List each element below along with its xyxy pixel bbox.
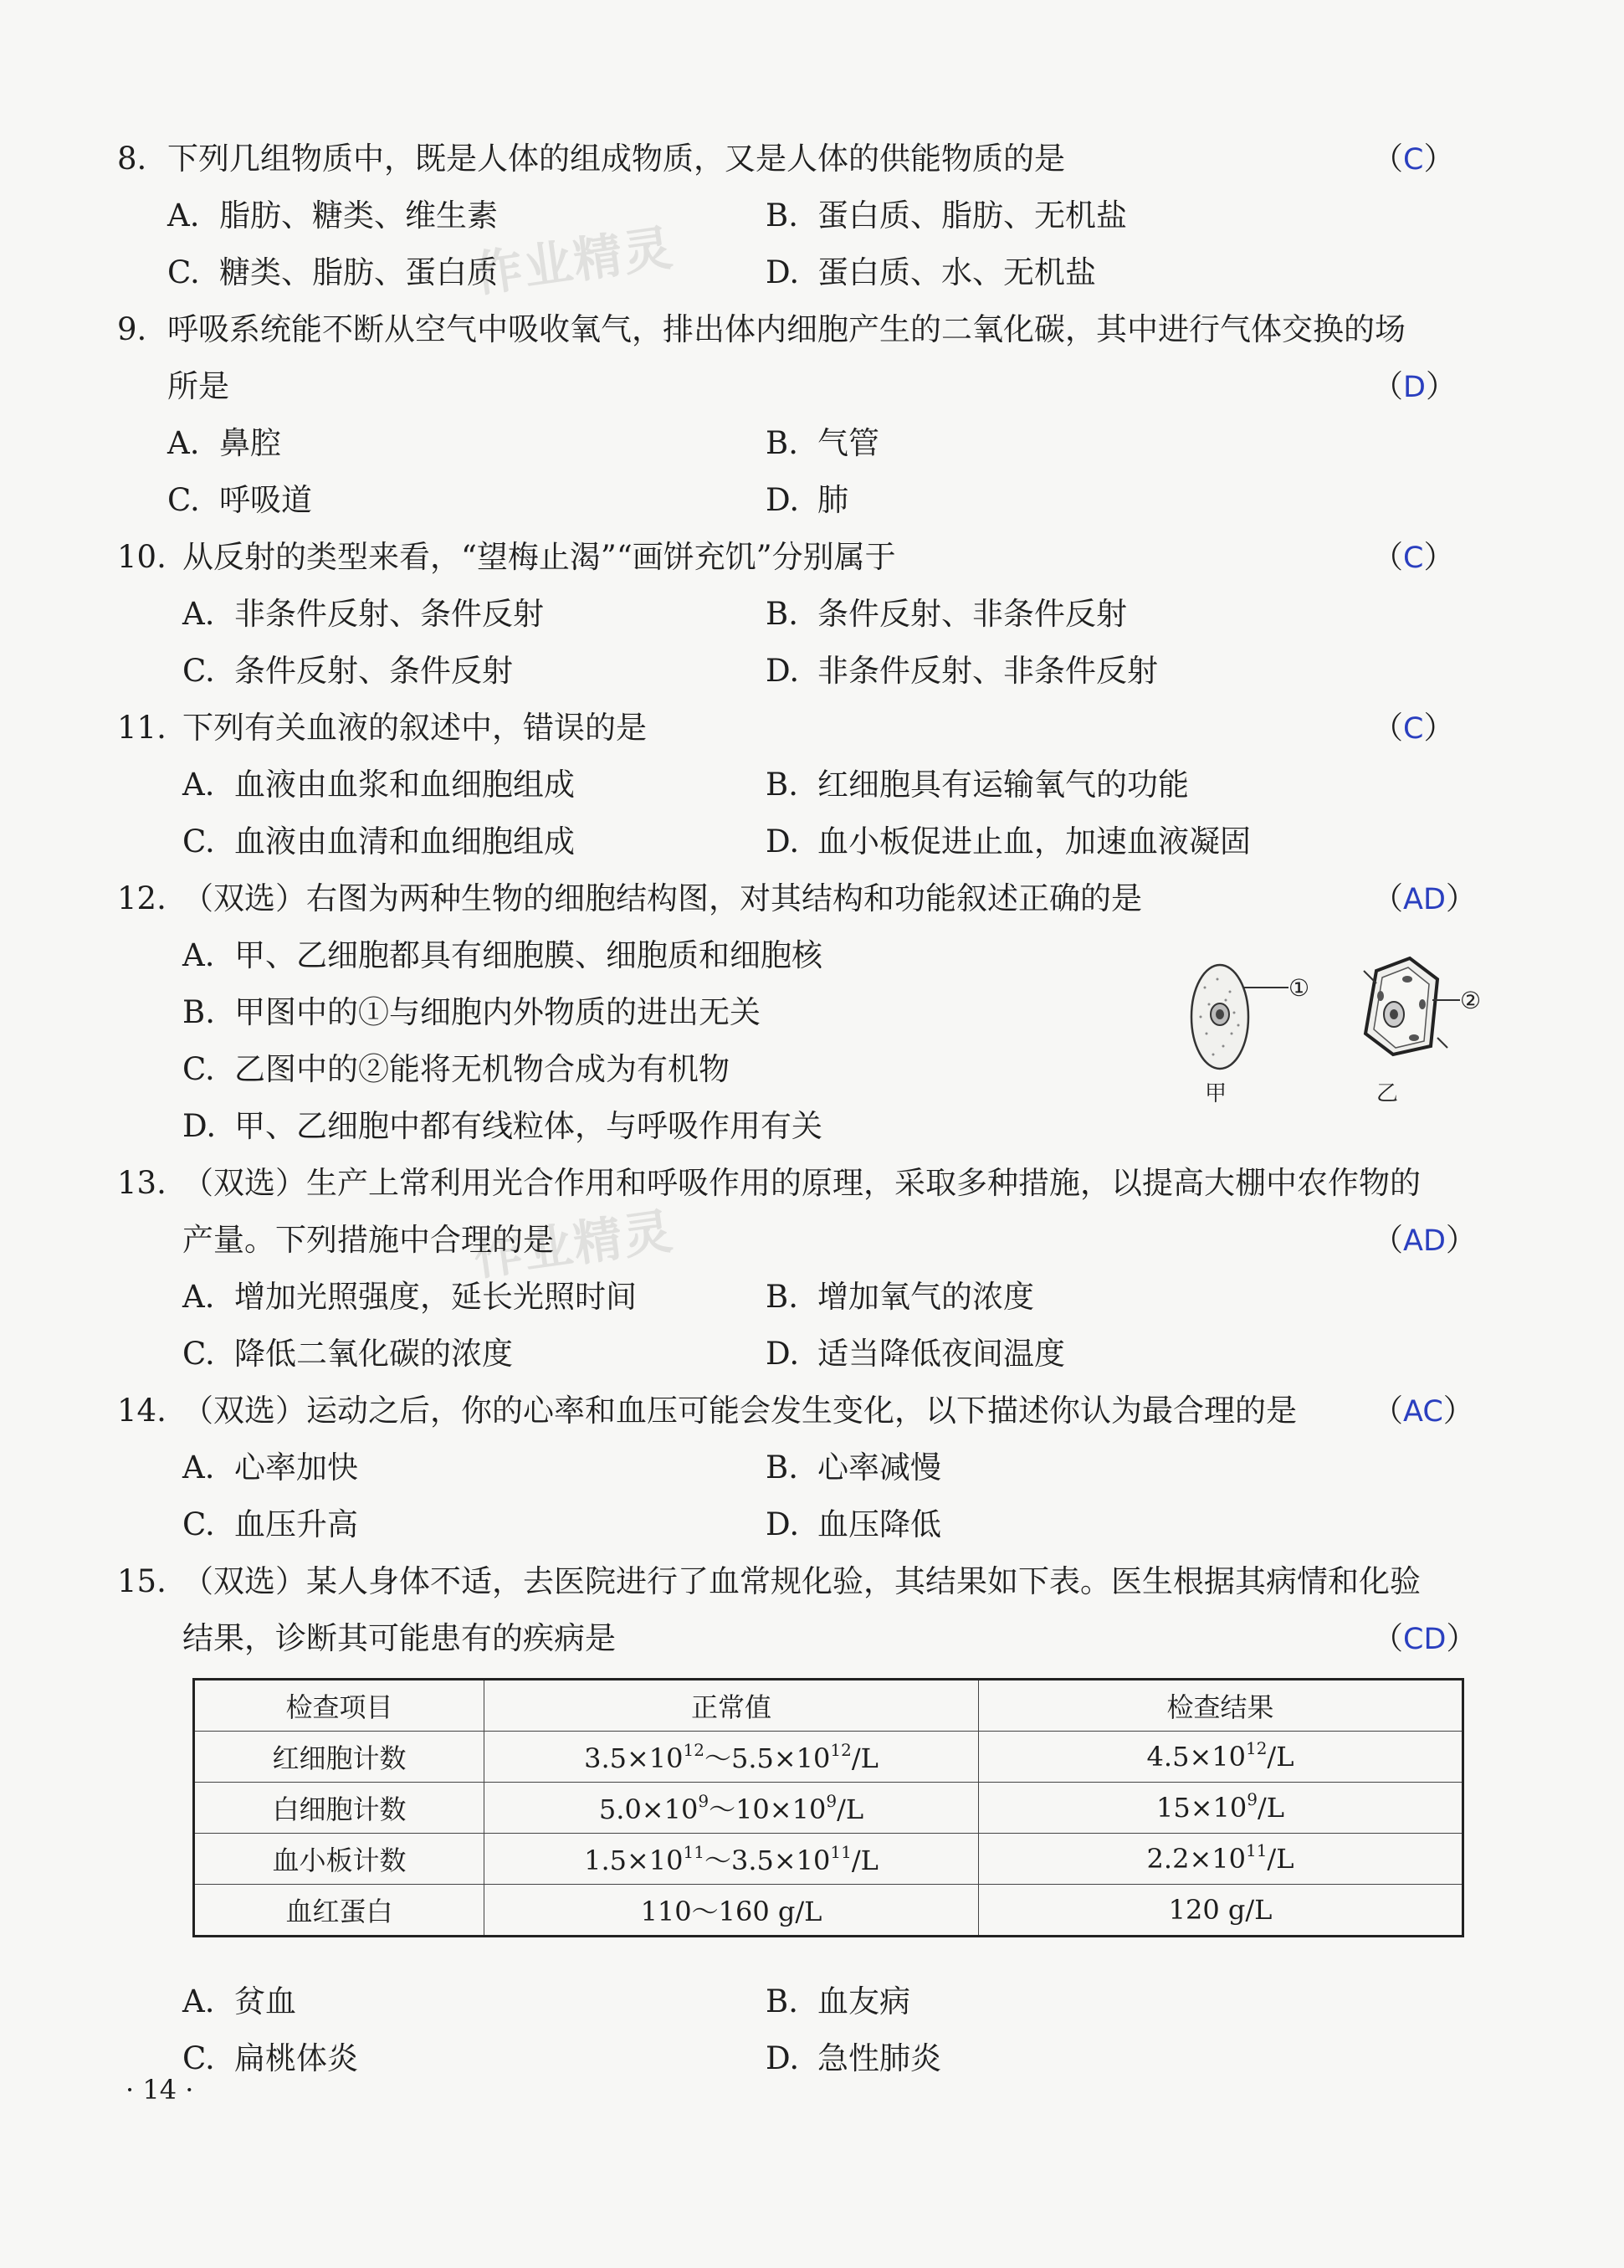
question-number: 12. bbox=[117, 880, 166, 916]
answer-box: （AD） bbox=[1372, 880, 1477, 916]
option: B. 气管 bbox=[766, 425, 879, 461]
question-stem: 从反射的类型来看，“望梅止渴”“画饼充饥”分别属于 bbox=[182, 539, 896, 575]
table-cell-item: 血小板计数 bbox=[194, 1834, 484, 1885]
question-stem: 所是 bbox=[167, 368, 229, 404]
option: D. 急性肺炎 bbox=[766, 2040, 941, 2076]
answer-box: （CD） bbox=[1372, 1620, 1478, 1656]
mark-2: ② bbox=[1460, 987, 1482, 1014]
watermark: 作业精灵 bbox=[470, 218, 678, 304]
answer-value: CD bbox=[1403, 1623, 1447, 1656]
option: B. 增加氧气的浓度 bbox=[766, 1279, 1034, 1315]
answer-box: （AC） bbox=[1372, 1393, 1474, 1429]
option: C. 乙图中的②能将无机物合成为有机物 bbox=[182, 1051, 730, 1087]
table-cell-item: 红细胞计数 bbox=[194, 1732, 484, 1783]
mark-1: ① bbox=[1288, 974, 1310, 1002]
option: B. 心率减慢 bbox=[766, 1450, 941, 1485]
question-number: 13. bbox=[117, 1165, 166, 1201]
option: A. 血液由血浆和血细胞组成 bbox=[182, 767, 575, 803]
table-cell-normal: $5.0\times 10^9\sim 10\times 10^9/L$ bbox=[484, 1783, 979, 1834]
option: B. 条件反射、非条件反射 bbox=[766, 596, 1127, 632]
option: A. 贫血 bbox=[182, 1983, 296, 2019]
plant-cell-yi bbox=[1364, 958, 1460, 1054]
answer-box: （D） bbox=[1372, 368, 1457, 404]
option: A. 脂肪、糖类、维生素 bbox=[167, 198, 498, 233]
table-header-row bbox=[194, 1680, 1463, 1732]
animal-cell-jia bbox=[1191, 965, 1288, 1069]
table-cell-result: 120 g/L bbox=[979, 1885, 1463, 1937]
question-stem: 下列几组物质中，既是人体的组成物质，又是人体的供能物质的是 bbox=[167, 141, 1065, 177]
question-number: 10. bbox=[117, 539, 166, 575]
option: C. 条件反射、条件反射 bbox=[182, 653, 513, 689]
table-header: 检查结果 bbox=[979, 1680, 1463, 1732]
option: B. 甲图中的①与细胞内外物质的进出无关 bbox=[182, 994, 761, 1030]
option: C. 血液由血清和血细胞组成 bbox=[182, 824, 575, 859]
question-number: 11. bbox=[117, 710, 166, 746]
option: D. 血小板促进止血，加速血液凝固 bbox=[766, 824, 1251, 859]
answer-box: （C） bbox=[1372, 141, 1455, 177]
option: B. 红细胞具有运输氧气的功能 bbox=[766, 767, 1189, 803]
option: C. 糖类、脂肪、蛋白质 bbox=[167, 254, 498, 290]
table-cell-normal: $1.5\times 10^{11}\sim 3.5\times 10^{11}/L$ bbox=[484, 1834, 979, 1885]
option: D. 适当降低夜间温度 bbox=[766, 1336, 1065, 1372]
table-cell-result: $15\times 10^9/L$ bbox=[979, 1783, 1463, 1834]
blood-test-table bbox=[192, 1678, 1464, 1937]
option: A. 心率加快 bbox=[182, 1450, 358, 1485]
page-number: · 14 · bbox=[126, 2074, 194, 2106]
table-cell-item: 白细胞计数 bbox=[194, 1783, 484, 1834]
answer-value: AD bbox=[1403, 1224, 1446, 1258]
question-number: 9. bbox=[117, 311, 147, 347]
answer-value: AD bbox=[1403, 883, 1446, 916]
label-jia: 甲 bbox=[1205, 1081, 1227, 1106]
table-cell-item: 血红蛋白 bbox=[194, 1885, 484, 1937]
table-cell-normal: $3.5\times 10^{12}\sim 5.5\times 10^{12}/L$ bbox=[484, 1732, 979, 1783]
option: C. 扁桃体炎 bbox=[182, 2040, 358, 2076]
table-cell-result: $2.2\times 10^{11}/L$ bbox=[979, 1834, 1463, 1885]
question-stem: （双选）运动之后，你的心率和血压可能会发生变化，以下描述你认为最合理的是 bbox=[182, 1393, 1297, 1429]
option: B. 血友病 bbox=[766, 1983, 910, 2019]
answer-value: D bbox=[1403, 371, 1426, 404]
answer-value: C bbox=[1403, 541, 1424, 575]
question-stem: 呼吸系统能不断从空气中吸收氧气，排出体内细胞产生的二氧化碳，其中进行气体交换的场 bbox=[167, 311, 1406, 347]
question-stem: （双选）右图为两种生物的细胞结构图，对其结构和功能叙述正确的是 bbox=[182, 880, 1142, 916]
answer-value: C bbox=[1403, 712, 1424, 746]
question-stem: （双选）生产上常利用光合作用和呼吸作用的原理，采取多种措施，以提高大棚中农作物的 bbox=[182, 1165, 1421, 1201]
option: A. 增加光照强度，延长光照时间 bbox=[182, 1279, 637, 1315]
option: B. 蛋白质、脂肪、无机盐 bbox=[766, 198, 1127, 233]
cell-diagram bbox=[1171, 954, 1498, 1113]
option: A. 非条件反射、条件反射 bbox=[182, 596, 544, 632]
option: C. 降低二氧化碳的浓度 bbox=[182, 1336, 513, 1372]
answer-box: （AD） bbox=[1372, 1222, 1477, 1258]
option: D. 甲、乙细胞中都有线粒体，与呼吸作用有关 bbox=[182, 1108, 822, 1144]
option: C. 呼吸道 bbox=[167, 482, 312, 518]
question-number: 15. bbox=[117, 1563, 166, 1599]
option: D. 血压降低 bbox=[766, 1506, 941, 1542]
table-row bbox=[194, 1732, 1463, 1783]
option: D. 肺 bbox=[766, 482, 848, 518]
table-row bbox=[194, 1834, 1463, 1885]
table-row bbox=[194, 1885, 1463, 1937]
table-cell-normal: 110～160 g/L bbox=[484, 1885, 979, 1937]
option: C. 血压升高 bbox=[182, 1506, 358, 1542]
option: A. 鼻腔 bbox=[167, 425, 281, 461]
question-number: 8. bbox=[117, 141, 147, 177]
table-row bbox=[194, 1783, 1463, 1834]
table-cell-result: $4.5\times 10^{12}/L$ bbox=[979, 1732, 1463, 1783]
answer-box: （C） bbox=[1372, 710, 1455, 746]
question-stem: 下列有关血液的叙述中，错误的是 bbox=[182, 710, 647, 746]
question-stem: 结果，诊断其可能患有的疾病是 bbox=[182, 1620, 616, 1656]
option: D. 蛋白质、水、无机盐 bbox=[766, 254, 1096, 290]
answer-box: （C） bbox=[1372, 539, 1455, 575]
option: D. 非条件反射、非条件反射 bbox=[766, 653, 1158, 689]
question-stem: （双选）某人身体不适，去医院进行了血常规化验，其结果如下表。医生根据其病情和化验 bbox=[182, 1563, 1421, 1599]
answer-value: AC bbox=[1403, 1395, 1443, 1429]
label-yi: 乙 bbox=[1376, 1081, 1399, 1106]
table-header: 正常值 bbox=[484, 1680, 979, 1732]
answer-value: C bbox=[1403, 143, 1424, 177]
option: A. 甲、乙细胞都具有细胞膜、细胞质和细胞核 bbox=[182, 937, 822, 973]
table-header: 检查项目 bbox=[194, 1680, 484, 1732]
question-number: 14. bbox=[117, 1393, 166, 1429]
watermark: 作业精灵 bbox=[470, 1202, 678, 1287]
question-stem: 产量。下列措施中合理的是 bbox=[182, 1222, 554, 1258]
